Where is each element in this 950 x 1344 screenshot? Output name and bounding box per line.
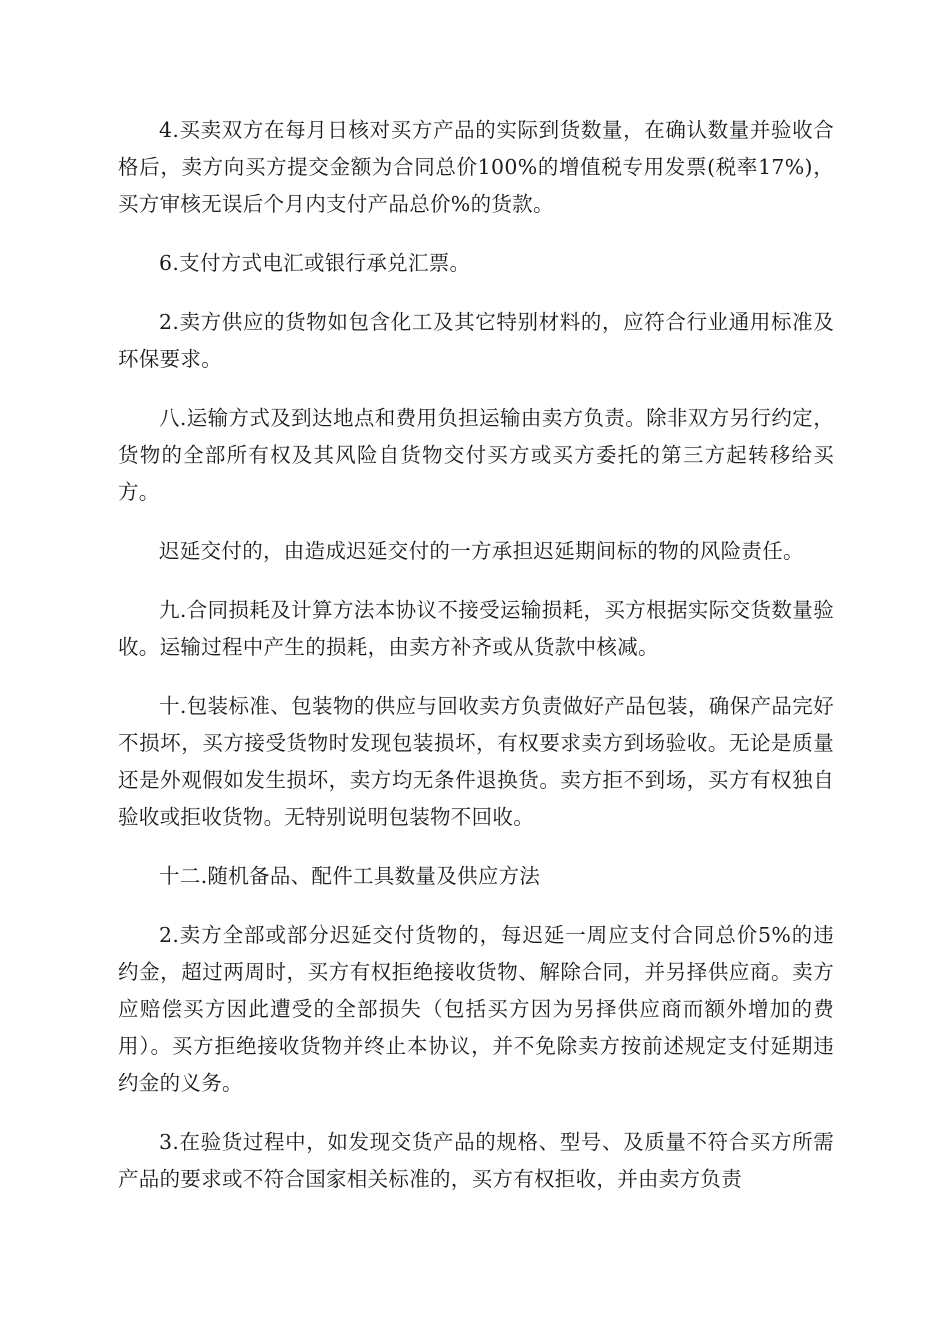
paragraph-invoice-payment: 4.买卖双方在每月日核对买方产品的实际到货数量，在确认数量并验收合格后，卖方向买方提交金额为合同总价100%的增值税专用发票(税率17%)，买方审核无误后个月内支付产品总价%的货款。 (118, 118, 834, 216)
paragraph-transport: 八.运输方式及到达地点和费用负担运输由卖方负责。除非双方另行约定，货物的全部所有权及其风险自货物交付买方或买方委托的第三方起转移给买方。 (118, 406, 834, 504)
paragraph-spare-parts: 十二.随机备品、配件工具数量及供应方法 (159, 864, 541, 888)
paragraph-inspection: 3.在验货过程中，如发现交货产品的规格、型号、及质量不符合买方所需产品的要求或不符合国家相关标准的，买方有权拒收，并由卖方负责 (118, 1130, 834, 1191)
paragraph-delay-risk: 迟延交付的，由造成迟延交付的一方承担迟延期间标的物的风险责任。 (159, 539, 804, 563)
paragraph-loss-calculation: 九.合同损耗及计算方法本协议不接受运输损耗，买方根据实际交货数量验收。运输过程中产生的损耗，由卖方补齐或从货款中核减。 (118, 598, 834, 659)
paragraph-packaging: 十.包装标准、包装物的供应与回收卖方负责做好产品包装，确保产品完好不损坏，买方接受货物时发现包装损坏，有权要求卖方到场验收。无论是质量还是外观假如发生损坏，卖方均无条件退换货。卖方拒不到场，买方有权独自验收或拒收货物。无特别说明包装物不回收。 (118, 694, 834, 829)
paragraph-materials-standard: 2.卖方供应的货物如包含化工及其它特别材料的，应符合行业通用标准及环保要求。 (118, 310, 834, 371)
paragraph-late-delivery-penalty: 2.卖方全部或部分迟延交付货物的，每迟延一周应支付合同总价5%的违约金，超过两周时，买方有权拒绝接收货物、解除合同，并另择供应商。卖方应赔偿买方因此遭受的全部损失（包括买方因为另择供应商而额外增加的费用）。买方拒绝接收货物并终止本协议，并不免除卖方按前述规定支付延期违约金的义务。 (118, 923, 834, 1095)
paragraph-payment-method: 6.支付方式电汇或银行承兑汇票。 (159, 251, 471, 275)
document-body (118, 112, 834, 1220)
